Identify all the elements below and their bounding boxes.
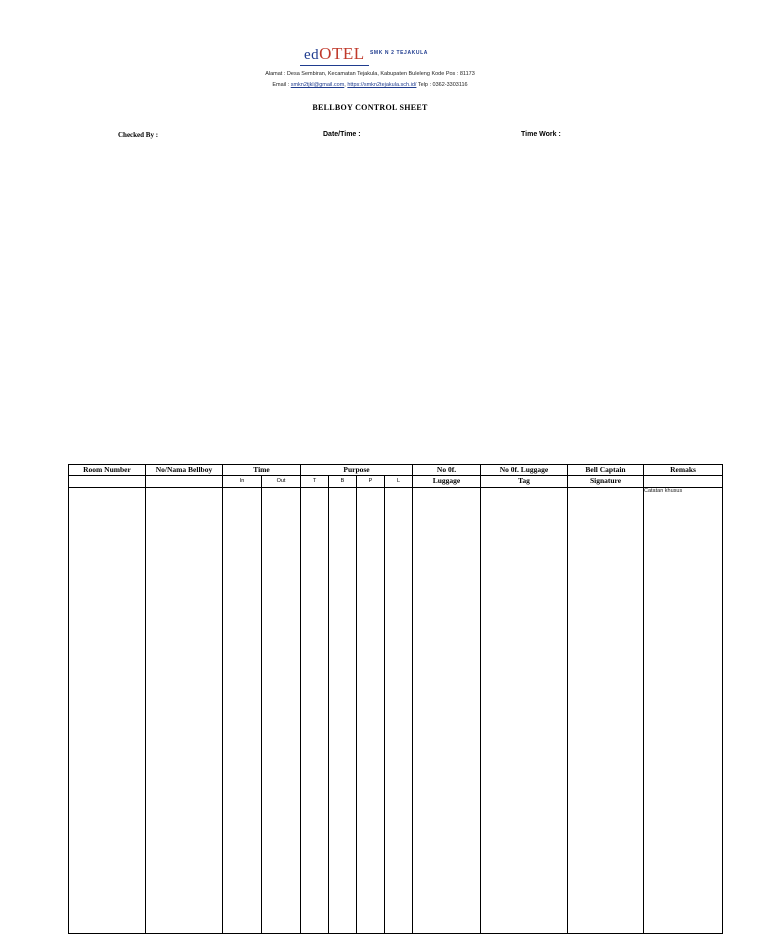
bell-captain-cell[interactable] [568, 488, 644, 934]
email-link[interactable]: smkn2tjkl@gmail.com [290, 82, 345, 88]
remarks-note: Catatan khusus [644, 488, 683, 494]
website-link[interactable]: https://smkn2tejakula.sch.id/ [347, 82, 417, 88]
date-time-label: Date/Time : [323, 131, 361, 138]
purpose-t-cell[interactable] [301, 488, 329, 934]
header-bell-captain-2: Signature [568, 476, 644, 488]
subheader-p: P [357, 476, 385, 488]
header-remarks: Remaks [644, 465, 723, 476]
header-room-number: Room Number [69, 465, 146, 476]
checked-by-label: Checked By : [118, 131, 159, 139]
header-room-number-cont [69, 476, 146, 488]
subheader-b: B [329, 476, 357, 488]
room-number-cell[interactable] [69, 488, 146, 934]
purpose-l-cell[interactable] [385, 488, 413, 934]
bellboy-control-table [68, 464, 723, 934]
bellboy-cell[interactable] [146, 488, 223, 934]
purpose-p-cell[interactable] [357, 488, 385, 934]
purpose-b-cell[interactable] [329, 488, 357, 934]
subheader-l: L [385, 476, 413, 488]
contact-separator: , [344, 82, 348, 88]
subheader-in: In [223, 476, 262, 488]
contact-line [0, 82, 740, 88]
address-line: Alamat : Desa Sembiran, Kecamatan Tejakula, Kabupaten Buleleng Kode Pos : 81173 [265, 71, 475, 77]
phone-text: Telp : 0362-3303116 [416, 82, 468, 88]
header-bellboy-cont [146, 476, 223, 488]
header-luggage-tag-2: Tag [481, 476, 568, 488]
luggage-tag-cell[interactable] [481, 488, 568, 934]
email-label: Email : [272, 82, 291, 88]
header-time: Time [223, 465, 301, 476]
school-name: SMK N 2 TEJAKULA [370, 50, 428, 56]
remarks-cell[interactable] [644, 488, 723, 934]
luggage-cell[interactable] [413, 488, 481, 934]
school-logo [300, 44, 369, 66]
time-in-cell[interactable] [223, 488, 262, 934]
header-luggage-2: Luggage [413, 476, 481, 488]
logo-main: OTEL [319, 44, 365, 63]
header-bell-captain-1: Bell Captain [568, 465, 644, 476]
header-luggage-1: No 0f. [413, 465, 481, 476]
header-remarks-cont [644, 476, 723, 488]
header-purpose: Purpose [301, 465, 413, 476]
logo-prefix: ed [304, 47, 320, 63]
subheader-out: Out [262, 476, 301, 488]
document-title: BELLBOY CONTROL SHEET [312, 103, 428, 112]
time-out-cell[interactable] [262, 488, 301, 934]
subheader-t: T [301, 476, 329, 488]
header-bellboy: No/Nama Bellboy [146, 465, 223, 476]
time-work-label: Time Work : [521, 131, 561, 138]
header-luggage-tag-1: No 0f. Luggage [481, 465, 568, 476]
